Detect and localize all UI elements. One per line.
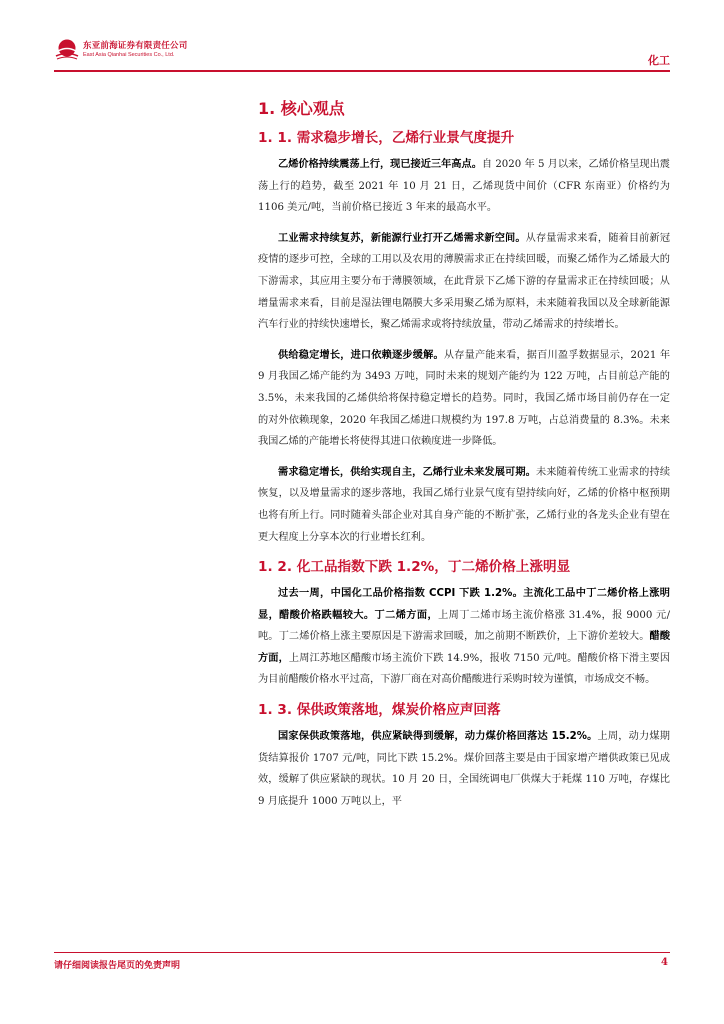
paragraph-lead: 需求稳定增长，供给实现自主，乙烯行业未来发展可期。: [278, 466, 536, 478]
paragraph-ethylene-price: [258, 154, 670, 219]
paragraph-coal-price: [258, 726, 670, 812]
paragraph-body: 未来随着传统工业需求的持续恢复，以及增量需求的逐步落地，我国乙烯行业景气度有望持续向好，乙烯的价格中枢预期也将有所上行。同时随着头部企业对其自身产能的不断扩张，乙烯行业的各龙头企业有望在更大程度上分享本次的行业增长红利。: [258, 466, 671, 543]
report-category: 化工: [648, 54, 670, 67]
paragraph-body: 上周丁二烯市场主流价格涨 31.4%，报 9000 元/吨。丁二烯价格上涨主要原因是下游需求回暖，加之前期不断跌价，上下游价差较大。: [258, 609, 670, 643]
paragraph-lead: 过去一周，中国化工品价格指数 CCPI 下跌 1.2%。主流化工品中丁二烯价格上涨明显，醋酸价格跌幅较大。丁二烯方面，: [258, 588, 670, 621]
company-name: [83, 41, 187, 59]
paragraph-ethylene-demand: [258, 228, 670, 336]
paragraph-body-acetic: 上周江苏地区醋酸市场主流价下跌 14.9%，报收 7150 元/吨。醋酸价格下滑主要因为目前醋酸价格水平过高，下游厂商在对高价醋酸进行采购时较为谨慎，市场成交不畅。: [258, 652, 671, 686]
company-logo-icon: [54, 37, 80, 63]
paragraph-body: 从存量产能来看，据百川盈孚数据显示，2021 年 9 月我国乙烯产能约为 3493 万吨，同时未来的规划产能约为 122 万吨，占目前总产能的 3.5%，未来我国的乙烯供给将保持稳定增长的趋势。同时，我国乙烯市场目前仍存在一定的对外依赖现象，2020 年我国乙烯进口规模约为 197.8 万吨，占总消费量的 8.3%。未来我国乙烯的产能增长将使得其进口依赖度进一步降低。: [258, 349, 671, 448]
page-header: [0, 0, 724, 76]
company-name-cn: 东亚前海证券有限责任公司: [83, 41, 188, 51]
paragraph-lead: 乙烯价格持续震荡上行，现已接近三年高点。: [278, 159, 482, 170]
paragraph-body: 上周，动力煤期货结算报价 1707 元/吨，同比下跌 15.2%。煤价回落主要是由于国家增产增供政策已见成效，缓解了供应紧缺的现状。10 月 20 日，全国统调电厂供煤大于耗煤 110 万吨，存煤比 9 月底提升 1000 万吨以上，平: [258, 731, 670, 807]
paragraph-ethylene-outlook: [258, 462, 670, 548]
page-number: 4: [661, 957, 668, 968]
company-name-en: East Asia Qianhai Securities Co., Ltd.: [83, 52, 175, 58]
paragraph-lead: 国家保供政策落地，供应紧缺得到缓解，动力煤价格回落达 15.2%。: [278, 731, 598, 743]
header-divider: [54, 70, 670, 72]
section-title-core-views: 1. 核心观点: [258, 99, 345, 118]
report-body: [258, 92, 670, 818]
paragraph-lead: 工业需求持续复苏，新能源行业打开乙烯需求新空间。: [278, 232, 526, 244]
paragraph-ethylene-supply: [258, 345, 670, 453]
paragraph-lead-acetic: 醋酸方面，: [258, 631, 671, 664]
paragraph-body: 从存量需求来看，随着目前新冠疫情的逐步可控，全球的工用以及农用的薄膜需求正在持续回暖，而聚乙烯作为乙烯最大的下游需求，其应用主要分布于薄膜领域，在此背景下乙烯下游的存量需求正在持续回暖；从增量需求来看，目前是湿法锂电隔膜大多采用聚乙烯为原料，未来随着我国以及全球新能源汽车行业的持续快速增长，聚乙烯需求或将持续放量，带动乙烯需求的持续增长。: [258, 232, 671, 331]
paragraph-body: 自 2020 年 5 月以来，乙烯价格呈现出震荡上行的趋势，截至 2021 年 10 月 21 日，乙烯现货中间价（CFR 东南亚）价格约为 1106 美元/吨，当前价格已接近 3 年来的最高水平。: [258, 159, 670, 214]
paragraph-lead: 供给稳定增长，进口依赖逐步缓解。: [278, 349, 444, 361]
subsection-title-chemical-index: 1. 2. 化工品指数下跌 1.2%，丁二烯价格上涨明显: [258, 559, 571, 576]
footer-disclaimer: 请仔细阅读报告尾页的免责声明: [54, 961, 181, 971]
paragraph-chemical-index: [258, 583, 670, 691]
footer-divider: [54, 952, 670, 953]
subsection-title-ethylene: 1. 1. 需求稳步增长，乙烯行业景气度提升: [258, 130, 515, 146]
subsection-title-coal: 1. 3. 保供政策落地，煤炭价格应声回落: [258, 702, 501, 719]
